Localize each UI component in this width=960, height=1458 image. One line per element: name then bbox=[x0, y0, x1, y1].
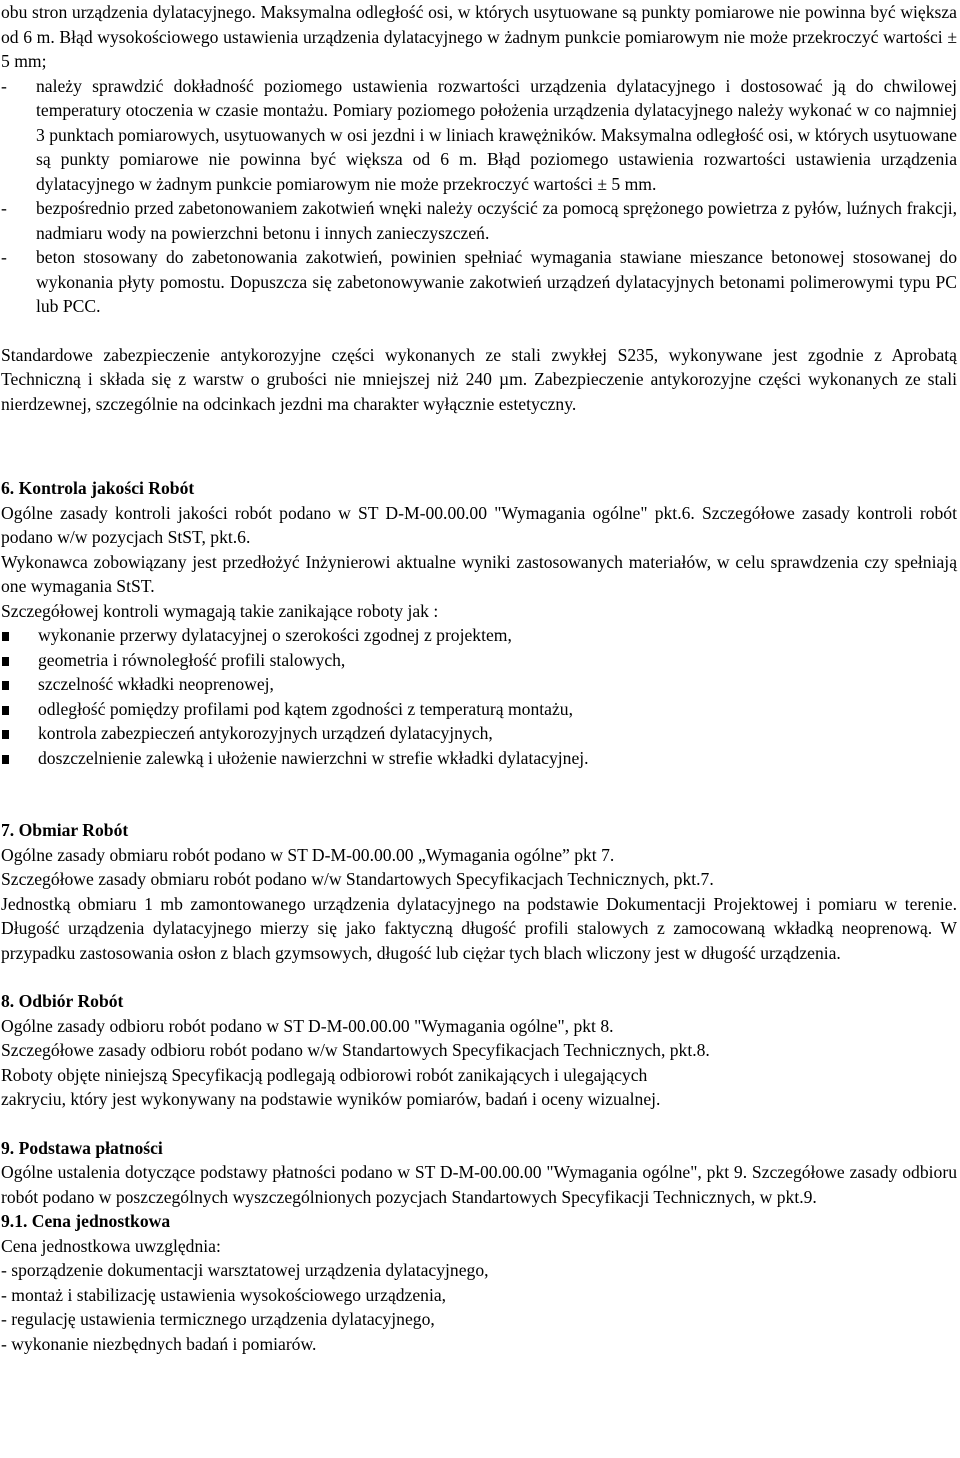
corrosion-paragraph: Standardowe zabezpieczenie antykorozyjne części wykonanych ze stali zwykłej S235, wykonywane jest zgodnie z Aprobatą Techniczną i składa się z warstw o grubości nie mniejszej niż 240 µm. Zabezpieczenie antykorozyjne części wykonanych ze stali nierdzewnej, szczególnie na odcinkach jezdni ma charakter wyłącznie estetyczny. bbox=[1, 344, 957, 414]
square-bullet-icon bbox=[1, 623, 38, 648]
subsection-heading bbox=[1, 1209, 957, 1234]
section-title: Kontrola jakości Robót bbox=[18, 478, 195, 498]
dash-item bbox=[1, 196, 957, 245]
paragraph: Roboty objęte niniejszą Specyfikacją podlegają odbiorowi robót zanikających i ulegających bbox=[1, 1064, 648, 1085]
paragraph: Szczegółowej kontroli wymagają takie zanikające roboty jak : bbox=[1, 600, 439, 621]
section-number: 7. bbox=[1, 820, 15, 840]
section-heading bbox=[1, 818, 957, 843]
dash-marker: - bbox=[1, 198, 7, 218]
bullet-list bbox=[1, 623, 957, 770]
list-item-text: wykonanie przerwy dylatacyjnej o szerokości zgodnej z projektem, bbox=[38, 625, 512, 645]
dash-list bbox=[1, 74, 957, 319]
square-bullet-icon bbox=[1, 672, 38, 697]
paragraph: Ogólne zasady odbioru robót podano w ST D-M-00.00.00 "Wymagania ogólne", pkt 8. bbox=[1, 1015, 614, 1036]
section-title: Obmiar Robót bbox=[18, 820, 129, 840]
section-title: Podstawa płatności bbox=[18, 1137, 163, 1158]
list-item: - wykonanie niezbędnych badań i pomiarów. bbox=[1, 1333, 317, 1354]
paragraph: Szczegółowe zasady odbioru robót podano w/w Standartowych Specyfikacjach Technicznych, pkt.8. bbox=[1, 1040, 710, 1060]
intro-paragraph: obu stron urządzenia dylatacyjnego. Maksymalna odległość osi, w których usytuowane są punkty pomiarowe nie powinna być większa od 6 m. Błąd wysokościowego ustawienia urządzenia dylatacyjnego w żadnym punkcie pomiarowym nie może przekroczyć wartości ± 5 mm; bbox=[1, 2, 957, 71]
list-item: - sporządzenie dokumentacji warsztatowej urządzenia dylatacyjnego, bbox=[1, 1260, 489, 1280]
dash-item-text: bezpośrednio przed zabetonowaniem zakotwień wnęki należy oczyścić za pomocą sprężonego powietrza z pyłów, luźnych frakcji, nadmiaru wody na powierzchni betonu i innych zanieczyszczeń. bbox=[36, 198, 957, 243]
cost-items-list bbox=[1, 1258, 957, 1356]
square-bullet-icon bbox=[1, 697, 38, 722]
list-item-text: geometria i równoległość profili stalowych, bbox=[38, 649, 346, 670]
subsection-number: 9.1. bbox=[1, 1211, 28, 1231]
section-heading bbox=[1, 989, 957, 1014]
section-9 bbox=[1, 1136, 957, 1357]
list-item-text: odległość pomiędzy profilami pod kątem zgodności z temperaturą montażu, bbox=[38, 698, 573, 719]
paragraph: zakryciu, który jest wykonywany na podstawie wyników pomiarów, badań i oceny wizualnej. bbox=[1, 1089, 661, 1109]
section-heading bbox=[1, 476, 957, 501]
list-item-text: kontrola zabezpieczeń antykorozyjnych urządzeń dylatacyjnych, bbox=[38, 723, 493, 743]
section-number: 9. bbox=[1, 1137, 15, 1158]
paragraph: Cena jednostkowa uwzględnia: bbox=[1, 1235, 221, 1256]
list-item bbox=[1, 623, 957, 648]
square-bullet-icon bbox=[1, 648, 38, 673]
list-item bbox=[1, 746, 957, 771]
subsection-title: Cena jednostkowa bbox=[31, 1211, 171, 1231]
dash-item-text: należy sprawdzić dokładność poziomego ustawienia rozwartości urządzenia dylatacyjnego i dostosować ją do chwilowej temperatury otoczenia w czasie montażu. Pomiary poziomego położenia urządzenia dylatacyjnego należy wykonać w co najmniej 3 punktach pomiarowych, usytuowanych w osi jezdni i w liniach krawężników. Maksymalna odległość osi, w których usytuowane są punkty pomiarowe nie powinna być większa od 6 m. Błąd poziomego ustawienia rozwartości ustawienia urządzenia dylatacyjnego w żadnym punkcie pomiarowym nie może przekroczyć wartości ± 5 mm. bbox=[36, 75, 957, 194]
dash-marker: - bbox=[1, 75, 7, 96]
paragraph: Ogólne zasady kontroli jakości robót podano w ST D-M-00.00.00 "Wymagania ogólne" pkt.6. Szczegółowe zasady kontroli robót podano w/w pozycjach StST, pkt.6. bbox=[1, 502, 957, 547]
list-item bbox=[1, 672, 957, 697]
paragraph: Ogólne zasady obmiaru robót podano w ST D-M-00.00.00 „Wymagania ogólne” pkt 7. bbox=[1, 844, 615, 865]
list-item bbox=[1, 697, 957, 722]
section-title: Odbiór Robót bbox=[18, 991, 124, 1011]
square-bullet-icon bbox=[1, 746, 38, 771]
list-item bbox=[1, 648, 957, 673]
paragraph: Szczegółowe zasady obmiaru robót podano w/w Standartowych Specyfikacjach Technicznych, pkt.7. bbox=[1, 869, 714, 889]
dash-marker: - bbox=[1, 247, 7, 267]
section-7 bbox=[1, 818, 957, 965]
section-6 bbox=[1, 476, 957, 770]
section-heading bbox=[1, 1136, 957, 1161]
section-number: 8. bbox=[1, 991, 15, 1011]
list-item-text: doszczelnienie zalewką i ułożenie nawierzchni w strefie wkładki dylatacyjnej. bbox=[38, 747, 589, 768]
list-item-text: szczelność wkładki neoprenowej, bbox=[38, 674, 274, 694]
section-number: 6. bbox=[1, 478, 15, 498]
dash-item bbox=[1, 74, 957, 197]
paragraph: Ogólne ustalenia dotyczące podstawy płatności podano w ST D-M-00.00.00 "Wymagania ogólne", pkt 9. Szczegółowe zasady odbioru robót podano w poszczególnych wyszczególnionych pozycjach Standartowych Specyfikacji Technicznych, w pkt.9. bbox=[1, 1162, 957, 1207]
paragraph: Wykonawca zobowiązany jest przedłożyć Inżynierowi aktualne wyniki zastosowanych materiałów, w celu sprawdzenia czy spełniają one wymagania StST. bbox=[1, 551, 957, 596]
section-8 bbox=[1, 989, 957, 1112]
paragraph: Jednostką obmiaru 1 mb zamontowanego urządzenia dylatacyjnego na podstawie Dokumentacji Projektowej i pomiaru w terenie. Długość urządzenia dylatacyjnego mierzy się jako faktyczną długość profili stalowych z zamocowaną wkładką neoprenową. W przypadku zastosowania osłon z blach gzymsowych, długość lub ciężar tych blach wliczony jest w długość urządzenia. bbox=[1, 893, 957, 963]
list-item: - montaż i stabilizację ustawienia wysokościowego urządzenia, bbox=[1, 1284, 447, 1305]
dash-item bbox=[1, 245, 957, 319]
square-bullet-icon bbox=[1, 721, 38, 746]
list-item bbox=[1, 721, 957, 746]
dash-item-text: beton stosowany do zabetonowania zakotwień, powinien spełniać wymagania stawiane mieszance betonowej stosowanej do wykonania płyty pomostu. Dopuszcza się zabetonowywanie zakotwień urządzeń dylatacyjnych betonami polimerowymi typu PC lub PCC. bbox=[36, 247, 957, 316]
list-item: - regulację ustawienia termicznego urządzenia dylatacyjnego, bbox=[1, 1309, 435, 1329]
